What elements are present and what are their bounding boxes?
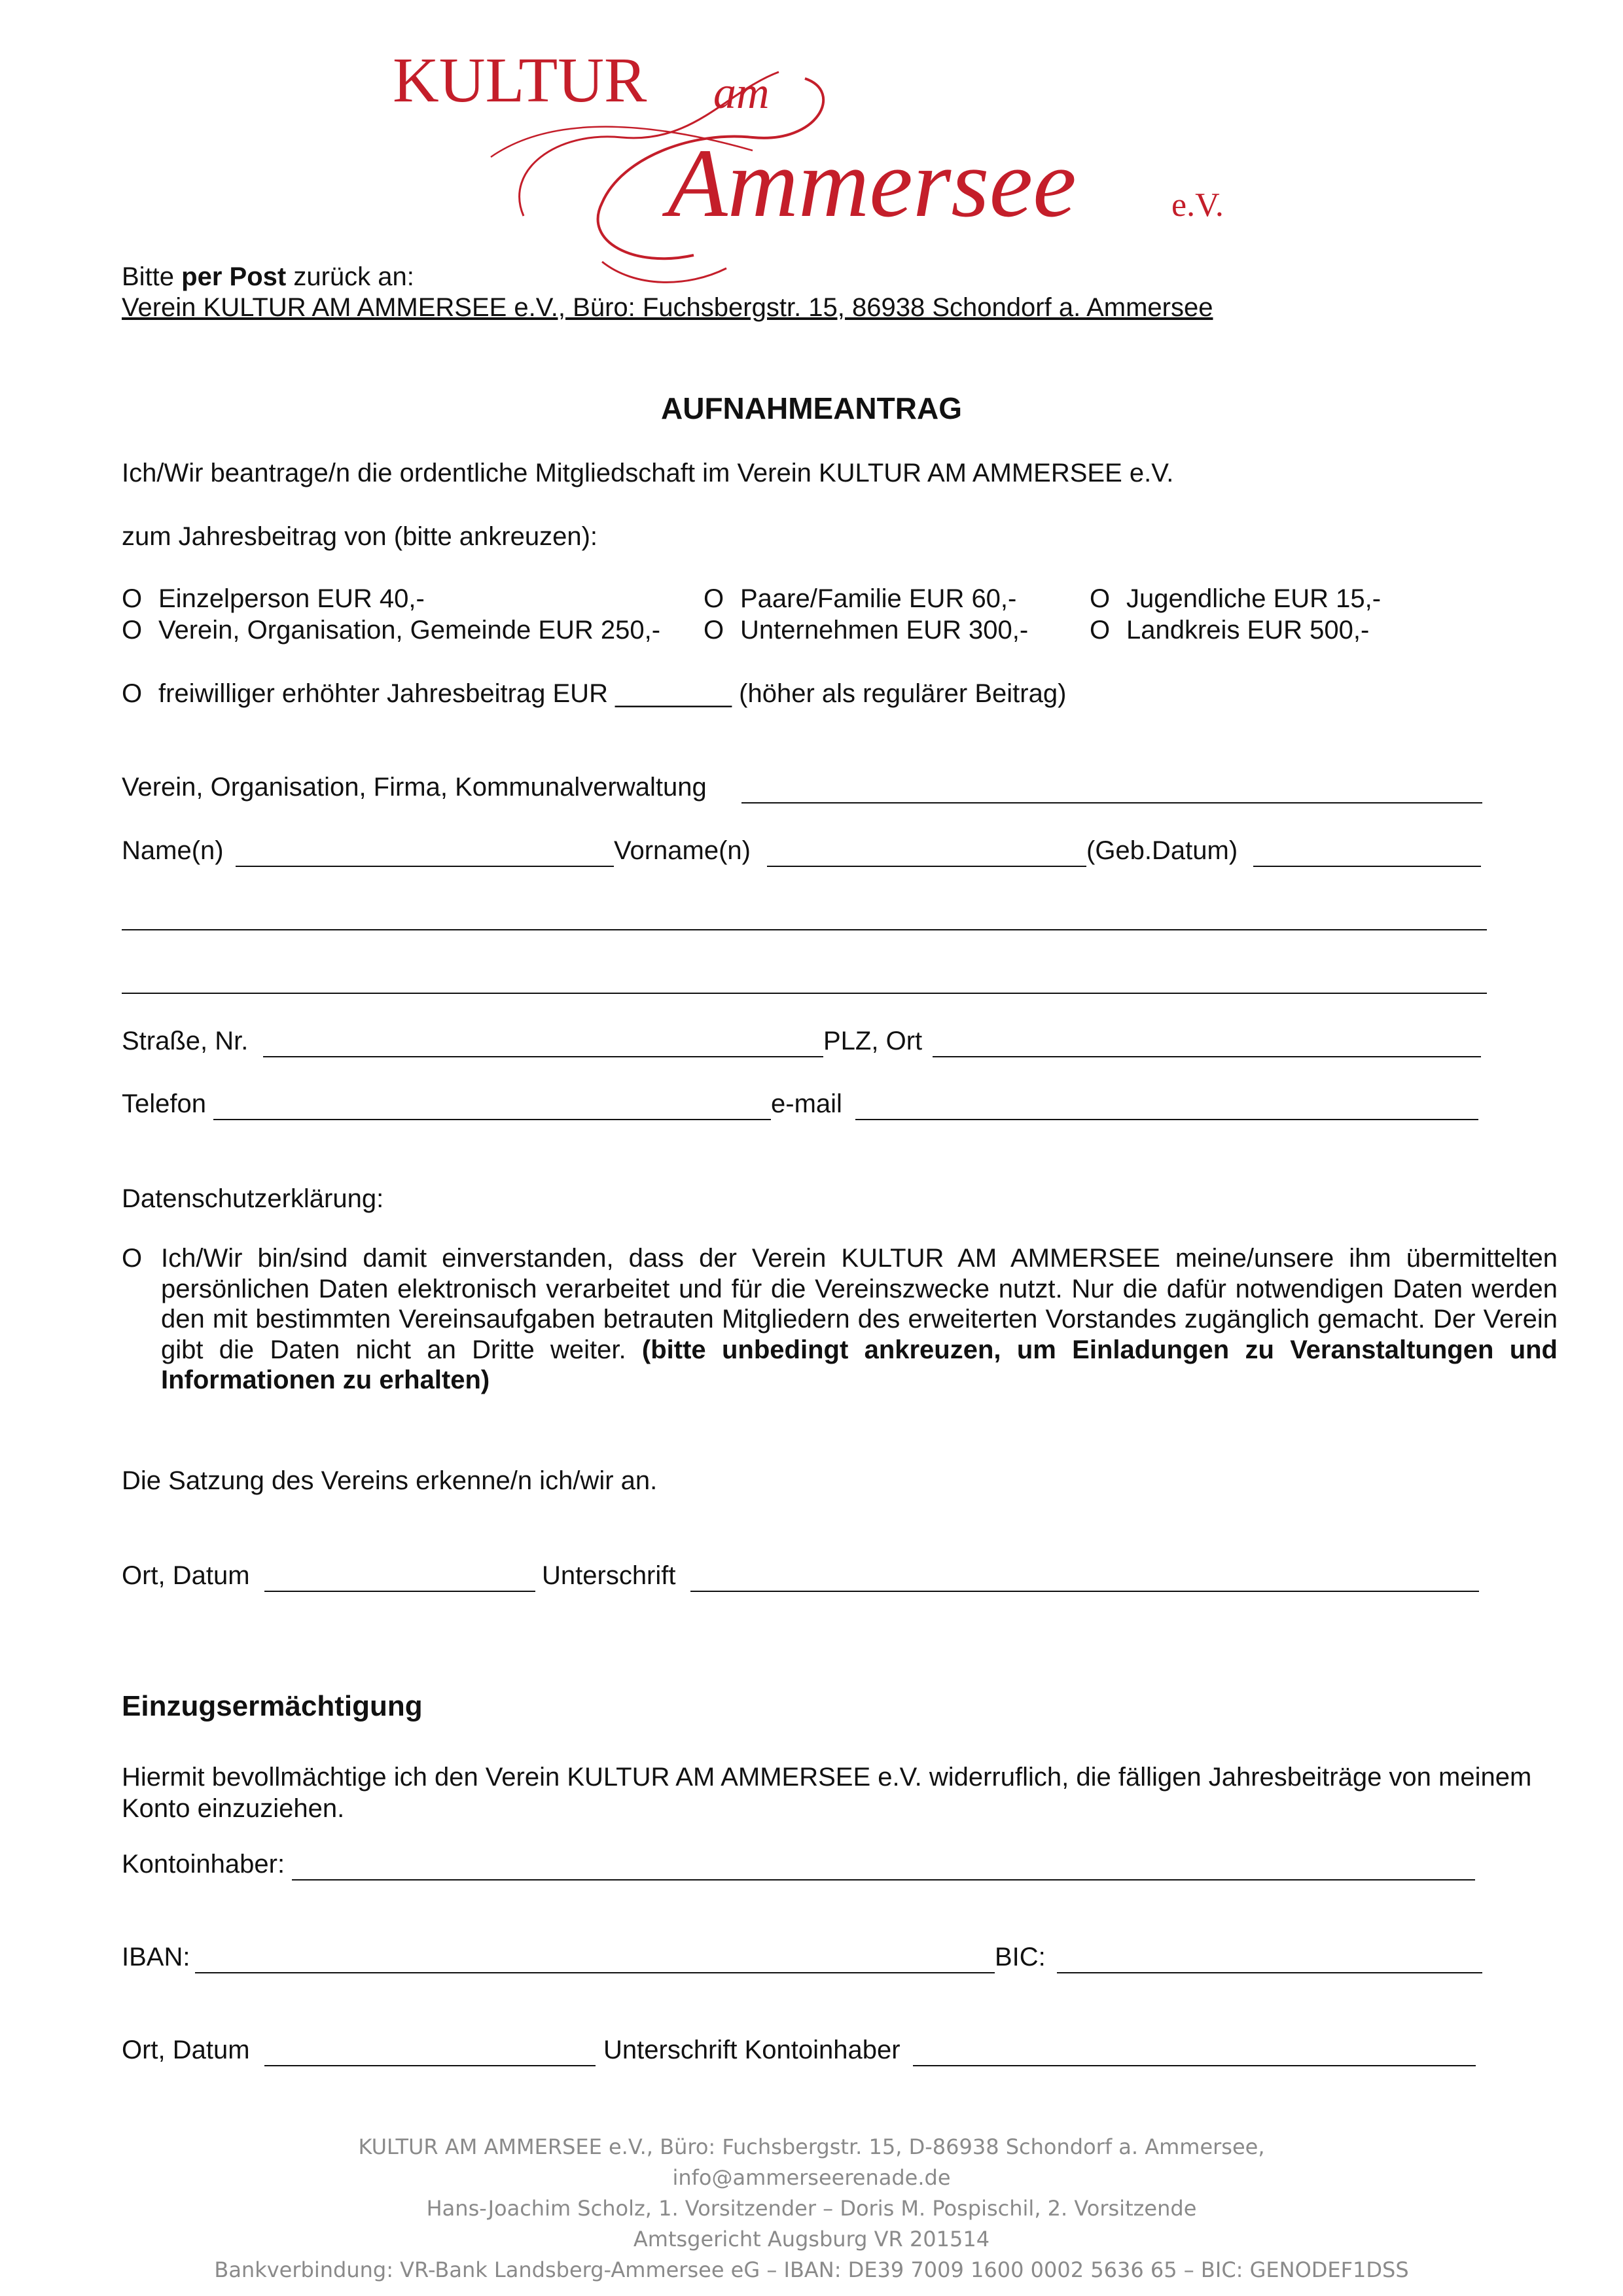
footer-email-link[interactable]: info@ammerseerenade.de — [672, 2165, 951, 2190]
logo-word-kultur: KULTUR — [393, 52, 647, 116]
iban-label: IBAN: — [122, 1943, 190, 1971]
privacy-heading: Datenschutzerklärung: — [122, 1184, 384, 1213]
fee-option-paare[interactable]: O Paare/Familie EUR 60,- — [704, 584, 1017, 613]
kontoinhaber-field[interactable] — [292, 1879, 1475, 1881]
geb-field[interactable] — [1253, 866, 1481, 867]
email-field[interactable] — [855, 1119, 1478, 1120]
ort-datum-field[interactable] — [264, 1591, 535, 1592]
voluntary-amount-blank[interactable]: ________ — [615, 679, 732, 708]
checkbox-circle[interactable]: O — [1090, 616, 1111, 645]
logo-word-ammersee: Ammersee — [668, 129, 1077, 238]
fee-option-voluntary[interactable]: O freiwilliger erhöhter Jahresbeitrag EUR ________ (höher als regulärer Beitrag) — [122, 679, 1067, 708]
footer-board: Hans-Joachim Scholz, 1. Vorsitzender – Doris M. Pospischil, 2. Vorsitzende — [426, 2196, 1197, 2221]
plz-label: PLZ, Ort — [823, 1027, 923, 1055]
telefon-label: Telefon — [122, 1089, 206, 1118]
unterschrift-field[interactable] — [690, 1591, 1479, 1592]
geb-label: (Geb.Datum) — [1086, 836, 1238, 865]
debit-unterschrift-label: Unterschrift Kontoinhaber — [603, 2036, 901, 2064]
checkbox-circle[interactable]: O — [1090, 584, 1111, 613]
extra-line-1[interactable] — [122, 929, 1487, 930]
intro-text: Ich/Wir beantrage/n die ordentliche Mitgliedschaft im Verein KULTUR AM AMMERSEE e.V. — [122, 459, 1174, 487]
fee-option-verein[interactable]: O Verein, Organisation, Gemeinde EUR 250,- — [122, 616, 661, 645]
privacy-checkbox[interactable]: O — [122, 1244, 143, 1273]
return-suffix: zurück an: — [286, 262, 414, 291]
name-label: Name(n) — [122, 836, 224, 865]
checkbox-circle[interactable]: O — [122, 679, 143, 708]
strasse-field[interactable] — [263, 1056, 823, 1057]
debit-text: Hiermit bevollmächtige ich den Verein KULTUR AM AMMERSEE e.V. widerruflich, die fälligen Jahresbeiträge von meinem Konto einzuziehen. — [122, 1763, 1532, 1823]
vorname-label: Vorname(n) — [614, 836, 751, 865]
return-address: Verein KULTUR AM AMMERSEE e.V., Büro: Fuchsbergstr. 15, 86938 Schondorf a. Ammersee — [122, 293, 1213, 322]
return-instruction — [122, 262, 414, 292]
kultur-am-ammersee-logo — [386, 52, 1263, 301]
checkbox-circle[interactable]: O — [122, 616, 143, 645]
page-title: AUFNAHMEANTRAG — [661, 391, 962, 425]
logo-word-am: am — [713, 68, 770, 118]
footer-bank: Bankverbindung: VR-Bank Landsberg-Ammersee eG – IBAN: DE39 7009 1600 0002 5636 65 – BIC: GENODEF1DSS — [214, 2257, 1409, 2282]
footer-court: Amtsgericht Augsburg VR 201514 — [633, 2227, 990, 2252]
vorname-field[interactable] — [767, 866, 1086, 867]
fee-prompt: zum Jahresbeitrag von (bitte ankreuzen): — [122, 522, 598, 551]
kontoinhaber-label: Kontoinhaber: — [122, 1850, 285, 1879]
plz-field[interactable] — [933, 1056, 1481, 1057]
name-field[interactable] — [236, 866, 614, 867]
strasse-label: Straße, Nr. — [122, 1027, 249, 1055]
logo-word-ev: e.V. — [1171, 186, 1224, 224]
fee-option-unternehmen[interactable]: O Unternehmen EUR 300,- — [704, 616, 1029, 645]
privacy-bold-note: (bitte unbedingt ankreuzen, um Einladungen zu Veranstaltungen und Informationen zu erhalten) — [161, 1335, 1558, 1394]
checkbox-circle[interactable]: O — [122, 584, 143, 613]
debit-heading: Einzugsermächtigung — [122, 1690, 423, 1722]
checkbox-circle[interactable]: O — [704, 616, 724, 645]
footer-address: KULTUR AM AMMERSEE e.V., Büro: Fuchsbergstr. 15, D-86938 Schondorf a. Ammersee, — [358, 2134, 1265, 2159]
statute-text: Die Satzung des Vereins erkenne/n ich/wir an. — [122, 1466, 658, 1495]
fee-option-landkreis[interactable]: O Landkreis EUR 500,- — [1090, 616, 1370, 645]
return-bold: per Post — [181, 262, 287, 291]
return-prefix: Bitte — [122, 262, 182, 291]
fee-option-einzelperson[interactable]: O Einzelperson EUR 40,- — [122, 584, 425, 613]
privacy-text: Ich/Wir bin/sind damit einverstanden, dass der Verein KULTUR AM AMMERSEE meine/unsere ihm übermittelten persönlichen Daten elektronisch verarbeitet und für die Vereinszwecke nutzt. Nur die dafür notwendigen Daten werden den mit bestimmten Vereinsaufgaben betrauten Mitgliedern des erweiterten Vorstandes zugänglich gemacht. Der Verein gibt die Daten nicht an Dritte weiter. (bitte unbedingt ankreuzen, um Einladungen zu Veranstaltungen und Informationen zu erhalten) — [161, 1244, 1558, 1394]
org-label: Verein, Organisation, Firma, Kommunalverwaltung — [122, 773, 707, 802]
org-field[interactable] — [741, 802, 1482, 804]
ort-datum-label: Ort, Datum — [122, 1561, 250, 1590]
email-label: e-mail — [771, 1089, 842, 1118]
bic-label: BIC: — [995, 1943, 1046, 1971]
checkbox-circle[interactable]: O — [704, 584, 724, 613]
fee-option-jugendliche[interactable]: O Jugendliche EUR 15,- — [1090, 584, 1382, 613]
extra-line-2[interactable] — [122, 993, 1487, 994]
debit-unterschrift-field[interactable] — [913, 2065, 1476, 2066]
unterschrift-label: Unterschrift — [542, 1561, 676, 1590]
iban-field[interactable] — [195, 1972, 995, 1973]
telefon-field[interactable] — [213, 1119, 771, 1120]
bic-field[interactable] — [1057, 1972, 1482, 1973]
debit-ort-field[interactable] — [264, 2065, 596, 2066]
debit-ort-label: Ort, Datum — [122, 2036, 250, 2064]
